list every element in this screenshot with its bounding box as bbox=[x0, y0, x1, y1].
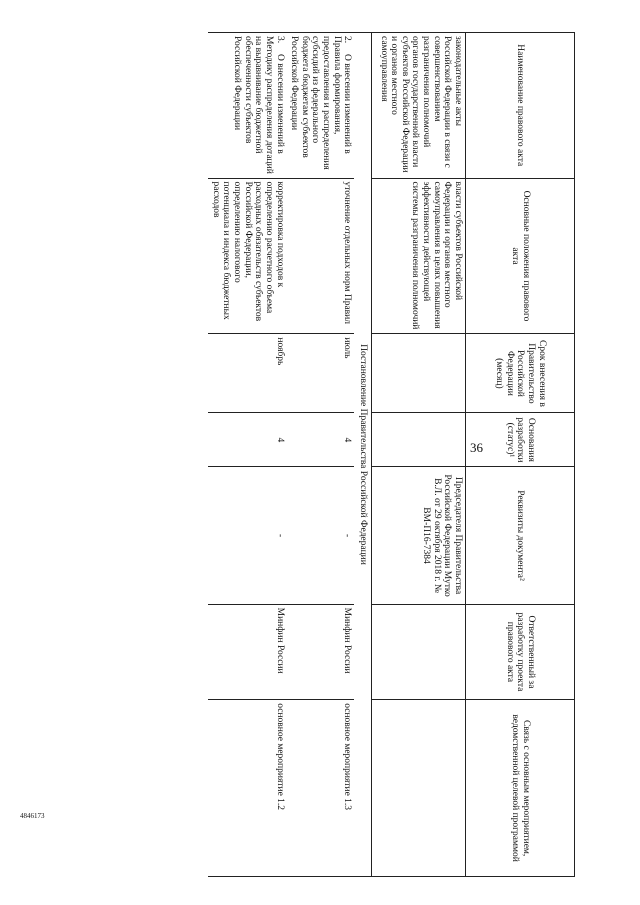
cell-deadline bbox=[372, 334, 466, 413]
page-number: 36 bbox=[470, 440, 483, 455]
cell-basis: 4 bbox=[208, 413, 286, 467]
cell-requisites: - bbox=[208, 467, 286, 604]
header-link: Связь с основным мероприятием, ведомственной целевой программой bbox=[466, 700, 575, 877]
header-row bbox=[466, 33, 575, 877]
document-id: 4846173 bbox=[20, 812, 45, 820]
cell-responsible bbox=[372, 604, 466, 700]
cell-link bbox=[372, 700, 466, 877]
rotated-table-wrapper bbox=[75, 32, 575, 877]
table-row bbox=[287, 33, 355, 877]
cell-responsible: Минфин России bbox=[287, 604, 355, 700]
header-provisions: Основные положения правового акта bbox=[466, 178, 575, 334]
cell-requisites: - bbox=[287, 467, 355, 604]
header-requisites: Реквизиты документа² bbox=[466, 467, 575, 604]
cell-link: основное мероприятие 1.3 bbox=[287, 700, 355, 877]
header-act-name: Наименование правового акта bbox=[466, 33, 575, 179]
table-row-continued bbox=[372, 33, 466, 877]
cell-link: основное мероприятие 1.2 bbox=[208, 700, 286, 877]
legal-acts-table bbox=[208, 32, 575, 877]
cell-basis bbox=[372, 413, 466, 467]
row-number: 3. bbox=[274, 36, 285, 44]
section-title: Постановление Правительства Российской Федерации bbox=[354, 33, 371, 877]
act-name-text: О внесении изменений в Правила формирования, предоставления и распределения субсидий из федерального бюджета бюджетам субъектов Российской Федерации bbox=[289, 36, 353, 170]
cell-deadline: ноябрь bbox=[208, 334, 286, 413]
cell-act-name bbox=[208, 33, 286, 179]
cell-act-name: законодательные акты Российской Федерации в связи с совершенствованием разграничения полномочий органов государственной власти субъектов Российской Федерации и органов местного самоуправления bbox=[372, 33, 466, 179]
cell-requisites: Председателя Правительства Российской Федерации Мутко В.Л. от 29 октября 2018 г. № ВМ-П16-7384 bbox=[372, 467, 466, 604]
header-deadline: Срок внесения в Правительство Российской Федерации (месяц) bbox=[466, 334, 575, 413]
cell-responsible: Минфин России bbox=[208, 604, 286, 700]
cell-provisions: власти субъектов Российской Федерации и органов местного самоуправления в целях повышения эффективности действующей системы разграничения полномочий bbox=[372, 178, 466, 334]
cell-basis: 4 bbox=[287, 413, 355, 467]
cell-act-name bbox=[287, 33, 355, 179]
section-row bbox=[354, 33, 371, 877]
table-row bbox=[208, 33, 286, 877]
cell-deadline: июль bbox=[287, 334, 355, 413]
header-basis: Основания разработки (статус)¹ bbox=[466, 413, 575, 467]
cell-provisions: уточнение отдельных норм Правил bbox=[287, 178, 355, 334]
cell-provisions: корректировка подходов к определению расчетного объема расходных обязательств субъектов Российской Федерации, определению налогового потенциала и индекса бюджетных расходов bbox=[208, 178, 286, 334]
act-name-text: О внесении изменений в Методику распределения дотаций на выравнивание бюджетной обеспеченности субъектов Российской Федерации bbox=[232, 36, 285, 174]
row-number: 2. bbox=[342, 36, 353, 44]
header-responsible: Ответственный за разработку проекта правового акта bbox=[466, 604, 575, 700]
